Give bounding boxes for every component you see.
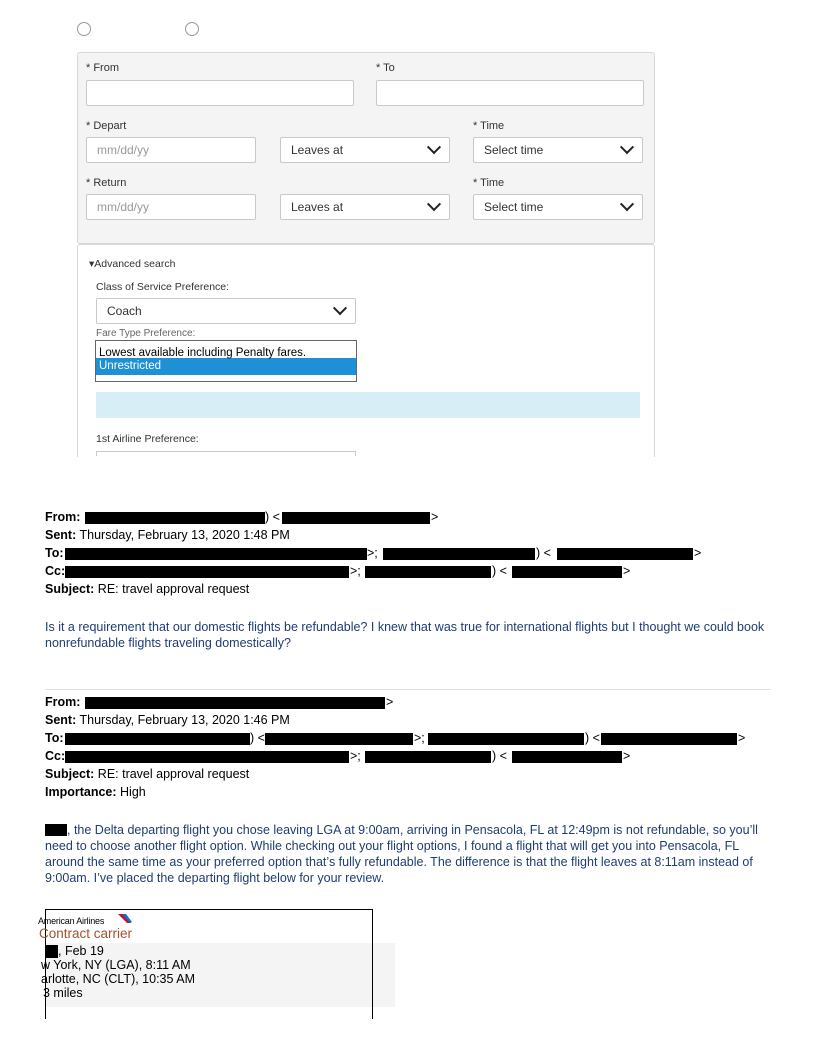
redaction bbox=[512, 566, 622, 578]
email1-to-tail1: >; bbox=[367, 546, 378, 560]
class-of-service-value: Coach bbox=[107, 304, 142, 318]
fare-option-lowest[interactable]: Lowest available including Penalty fares. bbox=[99, 347, 307, 359]
email2-cc-label: Cc: bbox=[45, 749, 66, 763]
email2-to-label: To: bbox=[45, 731, 64, 745]
chevron-down-icon bbox=[333, 301, 347, 315]
email2-cc-tail3: > bbox=[623, 749, 631, 763]
email2-to-row bbox=[45, 731, 64, 746]
return-date-input[interactable] bbox=[86, 194, 256, 220]
class-of-service-select[interactable] bbox=[96, 298, 356, 324]
fare-type-label-hidden: Fare Type Preference: bbox=[96, 328, 196, 339]
return-date-placeholder: mm/dd/yy bbox=[97, 200, 150, 214]
depart-date-placeholder: mm/dd/yy bbox=[97, 143, 150, 157]
email1-cc-row bbox=[45, 564, 65, 579]
fare-type-listbox[interactable] bbox=[95, 340, 357, 382]
email2-to-tail2: >; bbox=[414, 731, 425, 745]
return-time-label: * Time bbox=[473, 177, 505, 189]
chevron-down-icon bbox=[427, 140, 441, 154]
email2-importance-label: Importance: bbox=[45, 785, 117, 799]
return-label: * Return bbox=[86, 177, 127, 189]
email1-cc-tail3: > bbox=[623, 564, 631, 578]
email2-subject-row bbox=[45, 767, 249, 782]
depart-time-value: Select time bbox=[484, 143, 544, 157]
email2-importance-row bbox=[45, 785, 146, 800]
redaction bbox=[557, 548, 693, 560]
to-label: * To bbox=[376, 62, 395, 74]
email2-body-text: , the Delta departing flight you chose leaving LGA at 9:00am, arriving in Pensacola, FL at 12:49pm is not refundable, so you’ll need to choose another flight option. While checking out your flight options, I found a flight that will get you into Pensacola, FL around the same time as your preferred option that’s fully refundable. The difference is that the flight leaves at 8:11am instead of 9:00am. I’ve placed the departing flight below for your review. bbox=[45, 823, 758, 885]
email1-from-label: From: bbox=[45, 510, 81, 524]
chevron-down-icon bbox=[427, 197, 441, 211]
email1-cc-tail1: >; bbox=[350, 564, 361, 578]
to-input[interactable] bbox=[376, 80, 644, 106]
redaction bbox=[365, 566, 491, 578]
email1-subject-value: RE: travel approval request bbox=[94, 582, 250, 596]
return-time-value: Select time bbox=[484, 200, 544, 214]
redaction bbox=[65, 733, 250, 745]
airline-preference-input[interactable] bbox=[96, 451, 356, 456]
email2-body bbox=[45, 822, 780, 886]
email2-from-row bbox=[45, 695, 80, 710]
depart-leaves-select[interactable] bbox=[280, 137, 450, 163]
depart-time-select[interactable] bbox=[473, 137, 643, 163]
airline-name: American Airlines bbox=[38, 916, 105, 926]
from-label: * From bbox=[86, 62, 119, 74]
redaction bbox=[85, 697, 385, 709]
email2-subject-value: RE: travel approval request bbox=[94, 767, 250, 781]
carrier-type: Contract carrier bbox=[39, 926, 133, 941]
return-leaves-value: Leaves at bbox=[291, 200, 344, 214]
highlight-bar bbox=[96, 392, 640, 418]
depart-time-label: * Time bbox=[473, 120, 505, 132]
redaction bbox=[45, 945, 58, 958]
from-input[interactable] bbox=[86, 80, 354, 106]
redaction bbox=[265, 733, 413, 745]
email1-subject-row bbox=[45, 582, 249, 597]
email2-from-label: From: bbox=[45, 695, 81, 709]
flight-distance: 3 miles bbox=[43, 986, 83, 1000]
email2-sent-label: Sent: bbox=[45, 713, 77, 727]
email1-from-row bbox=[45, 510, 80, 525]
email2-sent-row bbox=[45, 713, 290, 728]
radio-round-trip[interactable] bbox=[77, 22, 91, 36]
redaction bbox=[601, 733, 737, 745]
depart-date-input[interactable] bbox=[86, 137, 256, 163]
email1-subject-label: Subject: bbox=[45, 582, 95, 596]
email1-from-tail1: ) < bbox=[265, 510, 280, 524]
redaction bbox=[65, 566, 349, 578]
depart-leaves-value: Leaves at bbox=[291, 143, 344, 157]
flight-card bbox=[38, 909, 373, 1019]
email2-cc-row bbox=[45, 749, 65, 764]
email2-to-tail3: ) < bbox=[585, 731, 600, 745]
redaction bbox=[365, 751, 491, 763]
email1-sent-value: Thursday, February 13, 2020 1:48 PM bbox=[76, 528, 290, 542]
email2-from-tail: > bbox=[386, 695, 394, 709]
redaction bbox=[65, 751, 349, 763]
email1-to-label: To: bbox=[45, 546, 64, 560]
email1-cc-label: Cc: bbox=[45, 564, 66, 578]
redaction bbox=[282, 512, 430, 524]
american-airlines-logo-icon bbox=[118, 914, 132, 924]
email2-sent-value: Thursday, February 13, 2020 1:46 PM bbox=[76, 713, 290, 727]
fare-option-unrestricted[interactable]: Unrestricted bbox=[96, 358, 356, 375]
depart-label: * Depart bbox=[86, 120, 127, 132]
chevron-down-icon bbox=[620, 197, 634, 211]
flight-arrive: arlotte, NC (CLT), 10:35 AM bbox=[41, 972, 195, 986]
email1-cc-tail2: ) < bbox=[492, 564, 507, 578]
return-time-select[interactable] bbox=[473, 194, 643, 220]
email1-to-tail3: > bbox=[694, 546, 702, 560]
return-leaves-select[interactable] bbox=[280, 194, 450, 220]
redaction bbox=[512, 751, 622, 763]
email-separator bbox=[45, 689, 771, 690]
email1-sent-label: Sent: bbox=[45, 528, 77, 542]
redaction bbox=[65, 548, 367, 560]
email1-body: Is it a requirement that our domestic flights be refundable? I knew that was true for international flights but I thought we could book nonrefundable flights traveling domestically? bbox=[45, 620, 765, 650]
email2-to-tail4: > bbox=[738, 731, 746, 745]
redaction bbox=[428, 733, 584, 745]
email1-to-tail2: ) < bbox=[536, 546, 551, 560]
email1-from-tail2: > bbox=[431, 510, 439, 524]
email1-sent-row bbox=[45, 528, 290, 543]
flight-depart: w York, NY (LGA), 8:11 AM bbox=[41, 958, 191, 972]
radio-one-way[interactable] bbox=[185, 22, 199, 36]
chevron-down-icon bbox=[620, 140, 634, 154]
email2-to-tail1: ) < bbox=[250, 731, 265, 745]
email2-cc-tail2: ) < bbox=[492, 749, 507, 763]
airline-preference-label: 1st Airline Preference: bbox=[96, 433, 199, 445]
email2-subject-label: Subject: bbox=[45, 767, 95, 781]
class-of-service-label: Class of Service Preference: bbox=[96, 281, 230, 293]
email1-to-row bbox=[45, 546, 64, 561]
email2-importance-value: High bbox=[116, 785, 146, 799]
redaction bbox=[383, 548, 535, 560]
email2-cc-tail1: >; bbox=[350, 749, 361, 763]
advanced-search-toggle[interactable]: ▾Advanced search bbox=[89, 258, 176, 270]
trip-type-radios bbox=[77, 28, 397, 42]
flight-date: , Feb 19 bbox=[58, 944, 104, 958]
redaction bbox=[85, 512, 265, 524]
